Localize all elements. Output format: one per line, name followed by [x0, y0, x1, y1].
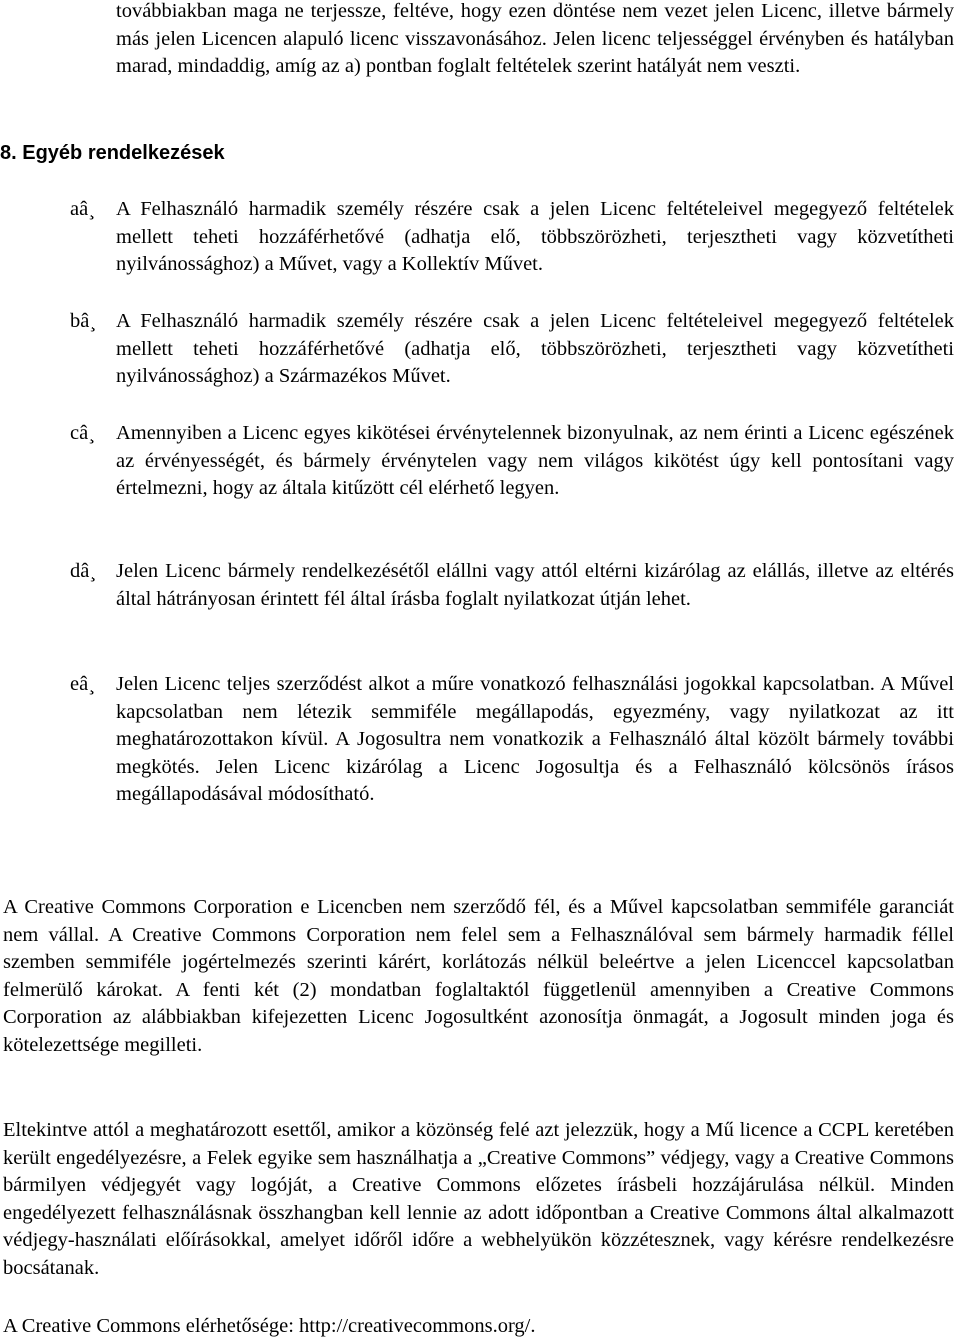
list-item-marker: eâ¸: [70, 673, 96, 695]
list-item-text: Jelen Licenc bármely rendelkezésétől elállni vagy attól eltérni kizárólag az elállás, illetve az eltérés által hátrányosan érintett fél által írásba foglalt nyilatkozat útján lehet.: [116, 560, 954, 610]
list-item: [70, 420, 954, 503]
list-item: [70, 196, 954, 279]
list-item-text: Amennyiben a Licenc egyes kikötései érvénytelennek bizonyulnak, az nem érinti a Licenc egészének az érvényességét, és bármely érvénytelen vagy nem világos kikötést úgy kell pontosítani vagy értelmezni, hogy az általa kitűzött cél elérhető legyen.: [116, 422, 954, 500]
list-item-marker: câ¸: [70, 422, 96, 444]
intro-paragraph: továbbiakban maga ne terjessze, feltéve, hogy ezen döntése nem vezet jelen Licenc, illetve bármely más jelen Licencen alapuló licenc visszavonásához. Jelen licenc teljességgel érvényben és hatályban marad, mindaddig, amíg az a) pontban foglalt feltételek szerint hatályát nem veszti.: [116, 0, 954, 78]
list-item: [70, 558, 954, 613]
section-heading: 8. Egyéb rendelkezések: [0, 142, 225, 164]
list-item-marker: aâ¸: [70, 198, 96, 220]
list-item: [70, 308, 954, 391]
list-item-marker: dâ¸: [70, 560, 97, 582]
list-item: [70, 671, 954, 809]
availability-line: A Creative Commons elérhetősége: http://creativecommons.org/.: [3, 1315, 536, 1337]
list-item-text: Jelen Licenc teljes szerződést alkot a műre vonatkozó felhasználási jogokkal kapcsolatban. A Művel kapcsolatban nem létezik semmiféle megállapodás, egyezmény, vagy nyilatkozat az itt meghatározottakon kívül. A Jogosultra nem vonatkozik a Felhasználó által közölt bármely további megkötés. Jelen Licenc kizárólag a Licenc Jogosultja és a Felhasználó kölcsönös írásos megállapodásával módosítható.: [116, 673, 954, 806]
disclaimer-paragraph: A Creative Commons Corporation e Licencben nem szerződő fél, és a Művel kapcsolatban semmiféle garanciát nem vállal. A Creative Commons Corporation nem felel sem a Felhasználóval sem bármely harmadik féllel szemben semmiféle jogértelmezés szerinti kárért, korlátozás nélkül beleértve a jelen Licenccel kapcsolatban felmerülő károkat. A fenti két (2) mondatban foglaltaktól függetlenül amennyiben a Creative Commons Corporation az alábbiakban kifejezetten Licenc Jogosultként azonosítja önmagát, a Jogosult minden joga és kötelezettsége megilleti.: [3, 896, 954, 1056]
list-item-text: A Felhasználó harmadik személy részére csak a jelen Licenc feltételeivel megegyező feltételek mellett teheti hozzáférhetővé (adhatja elő, többszörözheti, terjesztheti vagy közvetítheti nyilvánossághoz) a Származékos Művet.: [116, 310, 954, 388]
trademark-paragraph: Eltekintve attól a meghatározott esettől, amikor a közönség felé azt jelezzük, hogy a Mű licence a CCPL keretében került engedélyezésre, a Felek egyike sem használhatja a „Creative Commons” védjegy, vagy a Creative Commons bármilyen védjegyét vagy logóját, a Creative Commons előzetes írásbeli hozzájárulása nélkül. Minden engedélyezett felhasználásnak összhangban kell lennie az adott időpontban a Creative Commons által alkalmazott védjegy-használati előírásokkal, amelyet időről időre a webhelyükön közzétesznek, vagy kérésre rendelkezésre bocsátanak.: [3, 1119, 954, 1279]
list-item-text: A Felhasználó harmadik személy részére csak a jelen Licenc feltételeivel megegyező feltételek mellett teheti hozzáférhetővé (adhatja elő, többszörözheti, terjesztheti vagy közvetítheti nyilvánossághoz) a Művet, vagy a Kollektív Művet.: [116, 198, 954, 276]
list-item-marker: bâ¸: [70, 310, 97, 332]
